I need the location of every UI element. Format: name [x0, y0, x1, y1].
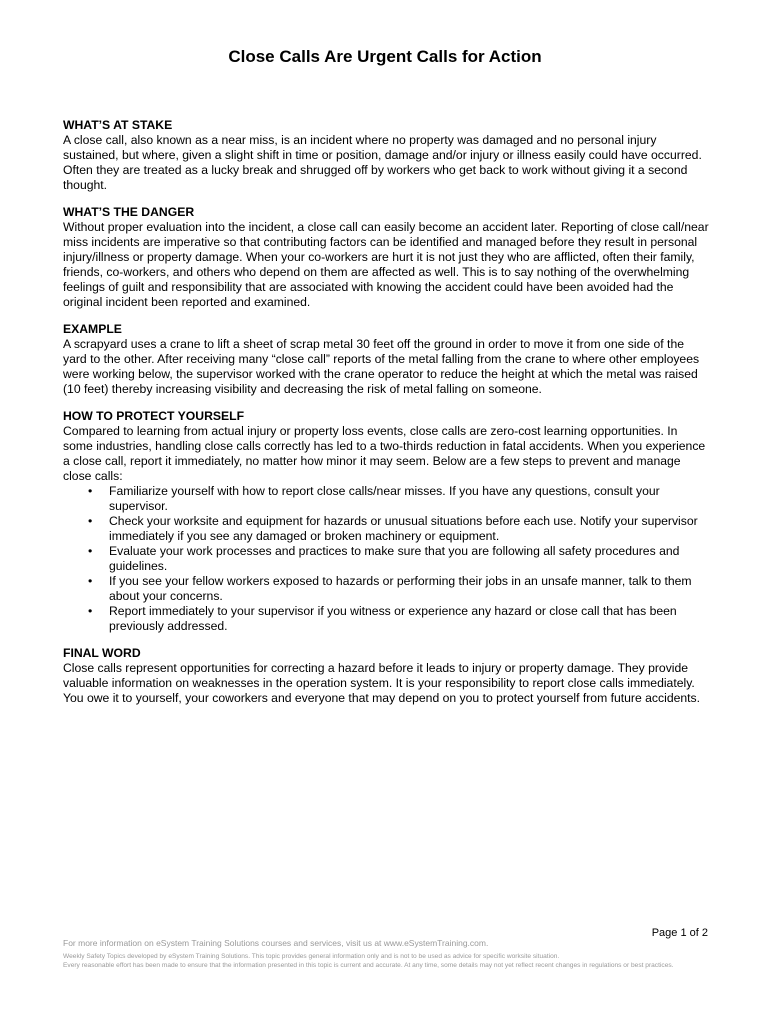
list-item	[63, 544, 709, 574]
list-item	[63, 604, 709, 634]
section-paragraph: Without proper evaluation into the incident, a close call can easily become an accident later. Reporting of close call/near miss incidents are imperative so that contributing factors can be identified and managed before they result in personal injury/illness or property damage. When your co-workers are hurt it is not just they who are afflicted, often their family, friends, co-workers, and others who depend on them are affected as well. This is to say nothing of the overwhelming feelings of guilt and responsibility that are associated with knowing the accident could have been avoided had the original incident been reported and examined.	[63, 220, 709, 309]
section-paragraph: Compared to learning from actual injury or property loss events, close calls are zero-cost learning opportunities. In some industries, handling close calls correctly has led to a two-thirds reduction in fatal accidents. When you experience a close call, report it immediately, no matter how minor it may seem. Below are a few steps to prevent and manage close calls:	[63, 424, 706, 483]
list-item	[63, 484, 709, 514]
bullet-list	[63, 484, 709, 634]
document-body	[63, 118, 709, 718]
list-item-text: Check your worksite and equipment for hazards or unusual situations before each use. Notify your supervisor immediately if you see any damaged or broken machinery or equipment.	[109, 514, 698, 543]
bullet-icon: •	[88, 574, 93, 588]
section-whats-the-danger	[63, 205, 709, 310]
section-heading: FINAL WORD	[63, 646, 141, 660]
section-how-to-protect-yourself	[63, 409, 709, 634]
section-paragraph: Close calls represent opportunities for correcting a hazard before it leads to injury or property damage. They provide valuable information on weaknesses in the operation system. It is your responsibility to report close calls immediately. You owe it to yourself, your coworkers and everyone that may depend on you to protect yourself from future accidents.	[63, 661, 701, 705]
document-title: Close Calls Are Urgent Calls for Action	[228, 47, 542, 66]
section-heading: WHAT’S THE DANGER	[63, 205, 195, 219]
page-number: Page 1 of 2	[651, 927, 708, 939]
section-whats-at-stake	[63, 118, 709, 193]
list-item	[63, 574, 709, 604]
bullet-icon: •	[88, 484, 93, 498]
bullet-icon: •	[88, 604, 93, 618]
list-item	[63, 514, 709, 544]
list-item-text: Report immediately to your supervisor if you witness or experience any hazard or close call that has been previously addressed.	[109, 604, 677, 633]
section-paragraph: A scrapyard uses a crane to lift a sheet of scrap metal 30 feet off the ground in order to move it from one side of the yard to the other. After receiving many “close call” reports of the metal falling from the crane to where other employees were working below, the supervisor worked with the crane operator to reduce the height at which the metal was raised (10 feet) thereby increasing visibility and decreasing the risk of metal falling on someone.	[63, 337, 700, 396]
footer-info: For more information on eSystem Training Solutions courses and services, visit us at www.eSystemTraining.com.	[63, 938, 489, 948]
page-footer	[63, 938, 713, 970]
section-heading: EXAMPLE	[63, 322, 122, 336]
bullet-icon: •	[88, 544, 93, 558]
list-item-text: Evaluate your work processes and practices to make sure that you are following all safety procedures and guidelines.	[109, 544, 680, 573]
list-item-text: Familiarize yourself with how to report close calls/near misses. If you have any questions, consult your supervisor.	[109, 484, 660, 513]
footer-disclaimer: Weekly Safety Topics developed by eSystem Training Solutions. This topic provides general information only and is not to be used as advice for specific worksite situation.	[63, 953, 560, 960]
section-heading: WHAT’S AT STAKE	[63, 118, 173, 132]
list-item-text: If you see your fellow workers exposed to hazards or performing their jobs in an unsafe manner, talk to them about your concerns.	[109, 574, 692, 603]
footer-disclaimer: Every reasonable effort has been made to ensure that the information presented in this topic is current and accurate. At any time, some details may not yet reflect recent changes in regulations or best practices.	[63, 962, 674, 969]
bullet-icon: •	[88, 514, 93, 528]
section-final-word	[63, 646, 709, 706]
section-paragraph: A close call, also known as a near miss, is an incident where no property was damaged and no personal injury sustained, but where, given a slight shift in time or position, damage and/or injury or illness easily could have occurred. Often they are treated as a lucky break and shrugged off by workers who get back to work without giving it a second thought.	[63, 133, 702, 192]
section-heading: HOW TO PROTECT YOURSELF	[63, 409, 245, 423]
section-example	[63, 322, 709, 397]
